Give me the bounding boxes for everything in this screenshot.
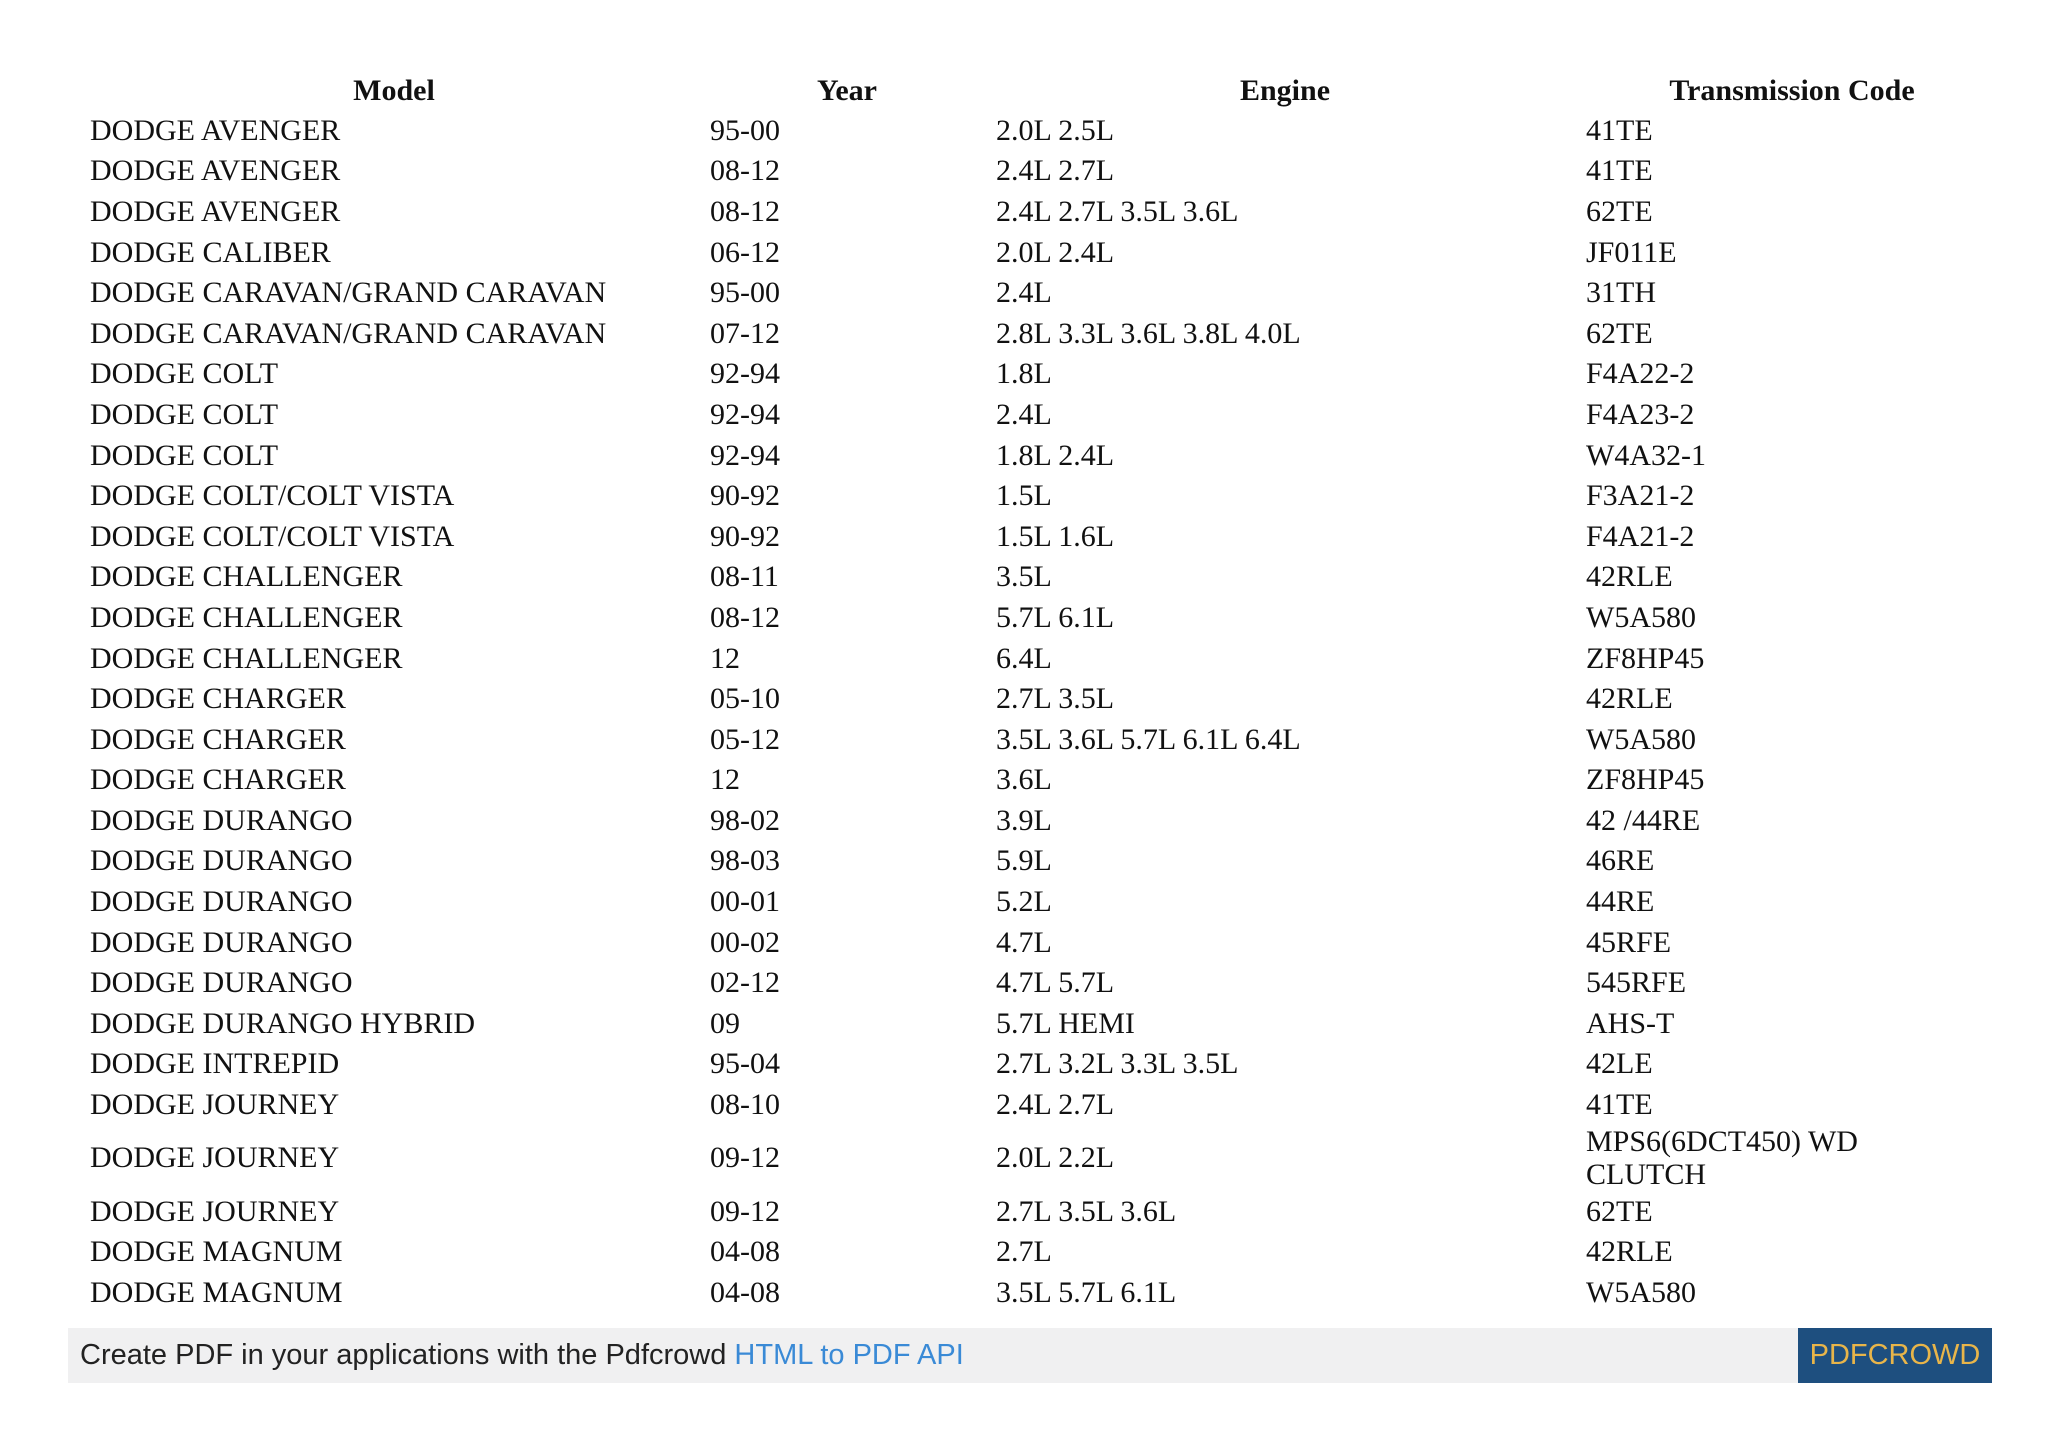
cell-year: 12 <box>710 763 740 797</box>
table-row <box>84 800 2004 841</box>
cell-model: DODGE JOURNEY <box>90 1194 340 1228</box>
footer-message: Create PDF in your applications with the Pdfcrowd <box>80 1339 735 1371</box>
table-row <box>84 516 2004 557</box>
cell-year: 95-00 <box>710 276 780 310</box>
cell-engine: 2.4L <box>996 276 1052 310</box>
cell-engine: 2.7L <box>996 1235 1052 1269</box>
cell-model: DODGE COLT/COLT VISTA <box>90 479 455 513</box>
cell-model: DODGE AVENGER <box>90 154 341 188</box>
cell-model: DODGE CHALLENGER <box>90 600 403 634</box>
cell-engine: 3.5L 5.7L 6.1L <box>996 1275 1177 1309</box>
cell-year: 00-01 <box>710 885 780 919</box>
header-year: Year <box>817 73 877 107</box>
cell-model: DODGE DURANGO <box>90 966 353 1000</box>
table-row <box>84 638 2004 679</box>
cell-engine: 1.8L 2.4L <box>996 438 1115 472</box>
cell-transmission: 41TE <box>1586 1088 1653 1122</box>
cell-transmission: 46RE <box>1586 844 1655 878</box>
html-to-pdf-api-link[interactable]: HTML to PDF API <box>734 1339 964 1371</box>
cell-year: 00-02 <box>710 925 780 959</box>
cell-model: DODGE CHALLENGER <box>90 560 403 594</box>
cell-transmission: JF011E <box>1586 235 1677 269</box>
cell-transmission: 41TE <box>1586 154 1653 188</box>
cell-model: DODGE CHALLENGER <box>90 641 403 675</box>
table-row <box>84 881 2004 922</box>
table-row <box>84 1231 2004 1272</box>
table-row <box>84 1084 2004 1125</box>
table-header-row <box>84 70 2004 110</box>
cell-engine: 6.4L <box>996 641 1052 675</box>
cell-model: DODGE DURANGO HYBRID <box>90 1006 475 1040</box>
table-row <box>84 151 2004 192</box>
cell-transmission: W4A32-1 <box>1586 438 1706 472</box>
table-row <box>84 597 2004 638</box>
table-row <box>84 922 2004 963</box>
cell-transmission: F3A21-2 <box>1586 479 1695 513</box>
cell-engine: 4.7L <box>996 925 1052 959</box>
cell-model: DODGE CARAVAN/GRAND CARAVAN <box>90 316 607 350</box>
cell-model: DODGE CHARGER <box>90 682 346 716</box>
table-row <box>84 435 2004 476</box>
cell-transmission: F4A23-2 <box>1586 397 1695 431</box>
cell-year: 95-04 <box>710 1047 780 1081</box>
cell-engine: 3.5L 3.6L 5.7L 6.1L 6.4L <box>996 722 1301 756</box>
cell-transmission: ZF8HP45 <box>1586 763 1705 797</box>
cell-transmission: 62TE <box>1586 316 1653 350</box>
cell-engine: 2.7L 3.2L 3.3L 3.5L <box>996 1047 1239 1081</box>
cell-year: 09-12 <box>710 1194 780 1228</box>
footer-text <box>80 1328 964 1383</box>
table-row <box>84 1044 2004 1085</box>
cell-model: DODGE CARAVAN/GRAND CARAVAN <box>90 276 607 310</box>
cell-transmission: W5A580 <box>1586 600 1696 634</box>
table-row <box>84 760 2004 801</box>
cell-engine: 2.0L 2.2L <box>996 1141 1115 1175</box>
cell-year: 02-12 <box>710 966 780 1000</box>
cell-transmission: MPS6(6DCT450) WD CLUTCH <box>1586 1124 1858 1191</box>
cell-year: 08-12 <box>710 154 780 188</box>
cell-model: DODGE JOURNEY <box>90 1088 340 1122</box>
cell-model: DODGE CHARGER <box>90 722 346 756</box>
cell-model: DODGE INTREPID <box>90 1047 340 1081</box>
cell-engine: 2.0L 2.4L <box>996 235 1115 269</box>
cell-year: 04-08 <box>710 1275 780 1309</box>
cell-model: DODGE CALIBER <box>90 235 331 269</box>
table-body <box>84 110 2004 1313</box>
cell-model: DODGE MAGNUM <box>90 1235 343 1269</box>
cell-engine: 2.8L 3.3L 3.6L 3.8L 4.0L <box>996 316 1301 350</box>
cell-model: DODGE COLT <box>90 357 279 391</box>
cell-transmission: 42RLE <box>1586 1235 1673 1269</box>
table-row <box>84 1191 2004 1232</box>
table-row <box>84 719 2004 760</box>
table-row <box>84 232 2004 273</box>
pdfcrowd-badge-link[interactable]: PDFCROWD <box>1798 1328 1992 1383</box>
cell-engine: 4.7L 5.7L <box>996 966 1115 1000</box>
table-row <box>84 557 2004 598</box>
cell-year: 98-03 <box>710 844 780 878</box>
cell-transmission: W5A580 <box>1586 722 1696 756</box>
cell-year: 06-12 <box>710 235 780 269</box>
cell-transmission: F4A21-2 <box>1586 519 1695 553</box>
cell-engine: 2.4L 2.7L 3.5L 3.6L <box>996 194 1239 228</box>
cell-engine: 3.5L <box>996 560 1052 594</box>
cell-model: DODGE COLT/COLT VISTA <box>90 519 455 553</box>
cell-model: DODGE AVENGER <box>90 194 341 228</box>
cell-transmission: W5A580 <box>1586 1275 1696 1309</box>
cell-year: 98-02 <box>710 803 780 837</box>
cell-year: 08-10 <box>710 1088 780 1122</box>
transmission-table <box>84 70 2004 1313</box>
cell-model: DODGE CHARGER <box>90 763 346 797</box>
cell-year: 07-12 <box>710 316 780 350</box>
cell-year: 08-11 <box>710 560 779 594</box>
table-row <box>84 354 2004 395</box>
cell-transmission: 44RE <box>1586 885 1655 919</box>
cell-model: DODGE DURANGO <box>90 885 353 919</box>
table-row <box>84 1125 2004 1191</box>
cell-year: 08-12 <box>710 600 780 634</box>
cell-year: 12 <box>710 641 740 675</box>
table-row <box>84 1272 2004 1313</box>
cell-year: 05-10 <box>710 682 780 716</box>
table-row <box>84 272 2004 313</box>
cell-year: 90-92 <box>710 519 780 553</box>
cell-transmission: AHS-T <box>1586 1006 1675 1040</box>
cell-year: 95-00 <box>710 113 780 147</box>
cell-model: DODGE COLT <box>90 397 279 431</box>
cell-year: 92-94 <box>710 397 780 431</box>
cell-transmission: 545RFE <box>1586 966 1687 1000</box>
table-row <box>84 313 2004 354</box>
cell-model: DODGE AVENGER <box>90 113 341 147</box>
cell-model: DODGE DURANGO <box>90 844 353 878</box>
header-engine: Engine <box>1239 73 1331 107</box>
cell-transmission: 42LE <box>1586 1047 1653 1081</box>
table-row <box>84 110 2004 151</box>
cell-engine: 2.4L <box>996 397 1052 431</box>
cell-engine: 5.7L HEMI <box>996 1006 1135 1040</box>
cell-year: 08-12 <box>710 194 780 228</box>
cell-engine: 2.4L 2.7L <box>996 1088 1115 1122</box>
table-row <box>84 962 2004 1003</box>
cell-year: 92-94 <box>710 357 780 391</box>
cell-engine: 5.7L 6.1L <box>996 600 1115 634</box>
cell-engine: 2.0L 2.5L <box>996 113 1115 147</box>
cell-transmission: 62TE <box>1586 1194 1653 1228</box>
table-row <box>84 678 2004 719</box>
cell-transmission: 62TE <box>1586 194 1653 228</box>
cell-transmission: 42 /44RE <box>1586 803 1701 837</box>
table-row <box>84 191 2004 232</box>
cell-engine: 1.5L 1.6L <box>996 519 1115 553</box>
cell-engine: 2.4L 2.7L <box>996 154 1115 188</box>
cell-model: DODGE DURANGO <box>90 925 353 959</box>
table-row <box>84 1003 2004 1044</box>
table-row <box>84 394 2004 435</box>
cell-model: DODGE DURANGO <box>90 803 353 837</box>
cell-year: 05-12 <box>710 722 780 756</box>
cell-engine: 2.7L 3.5L 3.6L <box>996 1194 1177 1228</box>
cell-model: DODGE COLT <box>90 438 279 472</box>
cell-model: DODGE MAGNUM <box>90 1275 343 1309</box>
cell-transmission: 31TH <box>1586 276 1656 310</box>
cell-year: 04-08 <box>710 1235 780 1269</box>
cell-engine: 3.9L <box>996 803 1052 837</box>
cell-transmission: 42RLE <box>1586 560 1673 594</box>
cell-engine: 1.8L <box>996 357 1052 391</box>
header-transmission-code: Transmission Code <box>1669 73 1915 107</box>
cell-year: 09 <box>710 1006 740 1040</box>
cell-year: 90-92 <box>710 479 780 513</box>
cell-engine: 2.7L 3.5L <box>996 682 1115 716</box>
cell-transmission: F4A22-2 <box>1586 357 1695 391</box>
cell-transmission: 42RLE <box>1586 682 1673 716</box>
cell-year: 09-12 <box>710 1141 780 1175</box>
cell-engine: 5.2L <box>996 885 1052 919</box>
pdfcrowd-footer-bar <box>68 1328 1992 1383</box>
cell-engine: 3.6L <box>996 763 1052 797</box>
cell-transmission: 45RFE <box>1586 925 1672 959</box>
cell-engine: 1.5L <box>996 479 1052 513</box>
cell-transmission: ZF8HP45 <box>1586 641 1705 675</box>
cell-engine: 5.9L <box>996 844 1052 878</box>
cell-transmission: 41TE <box>1586 113 1653 147</box>
table-row <box>84 841 2004 882</box>
cell-year: 92-94 <box>710 438 780 472</box>
table-row <box>84 475 2004 516</box>
header-model: Model <box>353 73 435 107</box>
cell-model: DODGE JOURNEY <box>90 1141 340 1175</box>
